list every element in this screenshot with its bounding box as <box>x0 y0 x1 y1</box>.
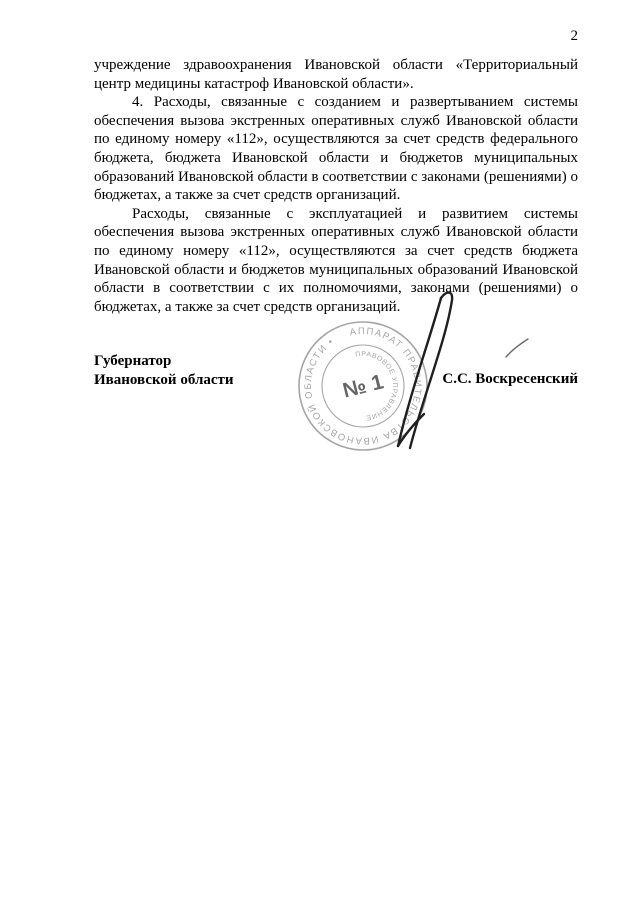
signatory-title <box>94 352 234 389</box>
signatory-name: С.С. Воскресенский <box>442 370 578 387</box>
paragraph-expenses: Расходы, связанные с эксплуатацией и развитием системы обеспечения вызова экстренных оперативных служб Ивановской области по единому номеру «112», осуществляются за счет средств бюджета Ивановской области и бюджетов муниципальных образований Ивановской области в соответствии с их полномочиями, законами (решениями) о бюджетах, а также за счет средств организаций. <box>94 205 578 315</box>
signatory-title-line2: Ивановской области <box>94 371 234 388</box>
paragraph-item-4: 4. Расходы, связанные с созданием и развертыванием системы обеспечения вызова экстренных оперативных служб Ивановской области по единому номеру «112», осуществляются за счет средств федерального бюджета, бюджета Ивановской области и бюджетов муниципальных образований Ивановской области в соответствии с законами (решениями) о бюджетах, а также за счет средств организаций. <box>94 94 578 204</box>
document-body <box>94 56 578 316</box>
signature-block <box>94 352 578 389</box>
signatory-title-line1: Губернатор <box>94 353 172 369</box>
page-number: 2 <box>570 28 578 44</box>
paragraph-continuation: учреждение здравоохранения Ивановской области «Территориальный центр медицины катастроф Ивановской области». <box>94 57 578 92</box>
stamp-inner-text: ПРАВОВОЕ УПРАВЛЕНИЕ <box>354 350 399 421</box>
stamp-outer-text: АППАРАТ ПРАВИТЕЛЬСТВА ИВАНОВСКОЙ ОБЛАСТИ • <box>302 325 424 447</box>
stamp-number: № 1 <box>340 370 386 403</box>
